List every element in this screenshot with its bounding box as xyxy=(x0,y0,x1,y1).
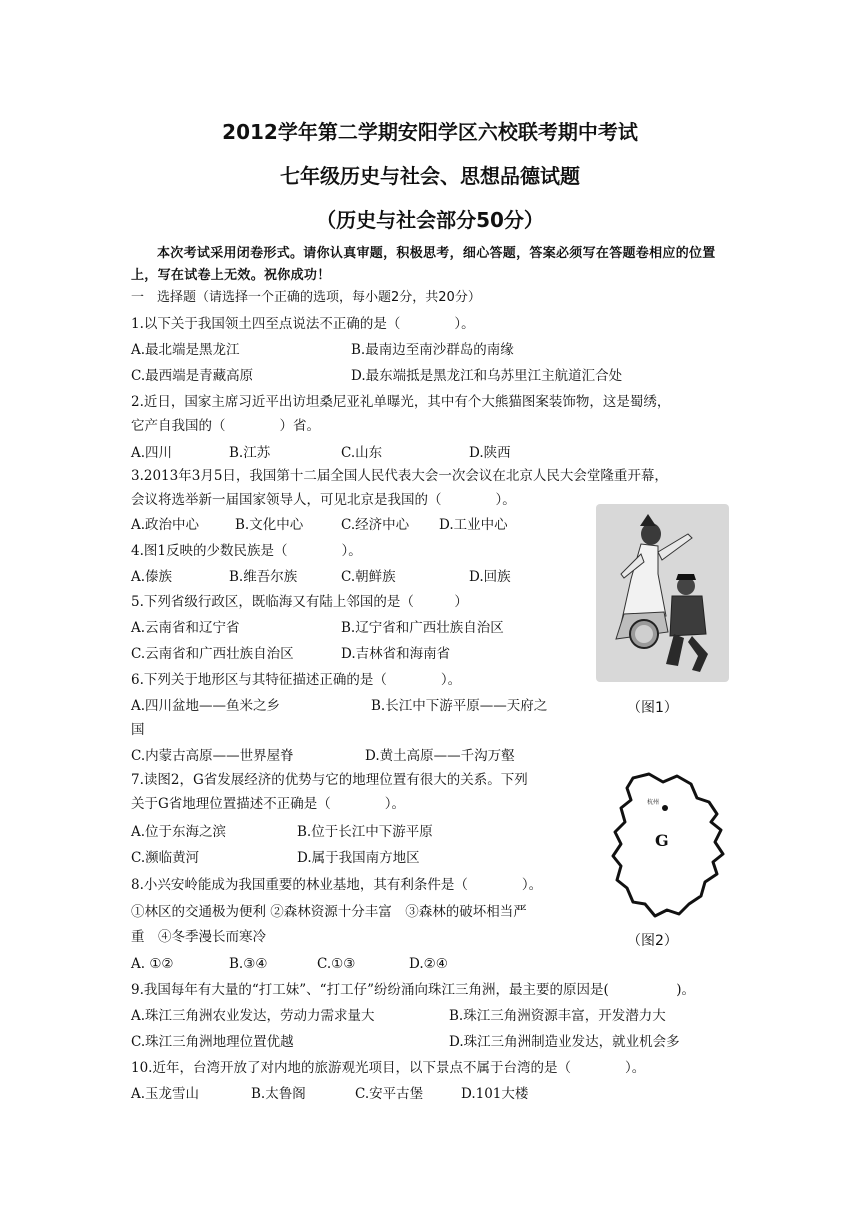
question-6-option-b: B.长江中下游平原——天府之 xyxy=(371,698,548,714)
question-6-stem: 6.下列关于地形区与其特征描述正确的是（ ）。 xyxy=(131,672,462,688)
question-5-option-b: B.辽宁省和广西壮族自治区 xyxy=(341,620,504,636)
figure-1-caption: （图1） xyxy=(627,700,678,716)
question-10-option-b: B.太鲁阁 xyxy=(251,1086,306,1102)
question-4-option-a: A.傣族 xyxy=(131,569,173,585)
question-3-option-d: D.工业中心 xyxy=(439,517,508,533)
question-8-option-b: B.③④ xyxy=(229,956,268,972)
question-2-stem-line2: 它产自我国的（ ）省。 xyxy=(131,418,320,434)
question-7-stem-line1: 7.读图2，G省发展经济的优势与它的地理位置有很大的关系。下列 xyxy=(131,772,528,788)
question-4-option-b: B.维吾尔族 xyxy=(229,569,298,585)
question-6-option-c: C.内蒙古高原——世界屋脊 xyxy=(131,748,294,764)
question-4-option-c: C.朝鲜族 xyxy=(341,569,396,585)
question-9-option-d: D.珠江三角洲制造业发达，就业机会多 xyxy=(449,1034,680,1050)
question-5-option-a: A.云南省和辽宁省 xyxy=(131,620,240,636)
question-1-option-c: C.最西端是青藏高原 xyxy=(131,368,254,384)
question-9-stem: 9.我国每年有大量的“打工妹”、“打工仔”纷纷涌向珠江三角洲，最主要的原因是( )。 xyxy=(131,982,696,998)
question-9-option-c: C.珠江三角洲地理位置优越 xyxy=(131,1034,294,1050)
question-5-stem: 5.下列省级行政区，既临海又有陆上邻国的是（ ） xyxy=(131,594,468,610)
question-5-option-c: C.云南省和广西壮族自治区 xyxy=(131,646,294,662)
question-7-option-b: B.位于长江中下游平原 xyxy=(297,824,433,840)
figure-1-dancers-image xyxy=(596,504,729,682)
dancers-illustration xyxy=(596,504,729,682)
question-1-option-d: D.最东端抵是黑龙江和乌苏里江主航道汇合处 xyxy=(351,368,623,384)
province-outline-map xyxy=(605,764,735,924)
exam-subtitle: 七年级历史与社会、思想品德试题 xyxy=(280,164,580,188)
question-8-option-c: C.①③ xyxy=(317,956,356,972)
question-7-option-d: D.属于我国南方地区 xyxy=(297,850,420,866)
question-10-option-a: A.玉龙雪山 xyxy=(131,1086,200,1102)
exam-title: 2012学年第二学期安阳学区六校联考期中考试 xyxy=(222,120,638,144)
question-7-stem-line2: 关于G省地理位置描述不正确是（ ）。 xyxy=(131,796,406,812)
question-6-option-a: A.四川盆地——鱼米之乡 xyxy=(131,698,281,714)
question-2-stem-line1: 2.近日，国家主席习近平出访坦桑尼亚礼单曝光，其中有个大熊猫图案装饰物，这是蜀绣， xyxy=(131,394,671,410)
figure-2-province-map xyxy=(605,764,735,924)
question-2-option-d: D.陕西 xyxy=(469,445,511,461)
question-4-option-d: D.回族 xyxy=(469,569,511,585)
question-8-items-line1: ①林区的交通极为便利 ②森林资源十分丰富 ③森林的破坏相当严 xyxy=(131,904,527,920)
exam-part-label: （历史与社会部分50分） xyxy=(316,208,544,232)
question-3-option-a: A.政治中心 xyxy=(131,517,200,533)
question-9-option-b: B.珠江三角洲资源丰富，开发潜力大 xyxy=(449,1008,666,1024)
section-heading: 一 选择题（请选择一个正确的选项，每小题2分，共20分） xyxy=(131,290,481,305)
question-10-stem: 10.近年，台湾开放了对内地的旅游观光项目，以下景点不属于台湾的是（ ）。 xyxy=(131,1060,646,1076)
question-3-option-b: B.文化中心 xyxy=(235,517,304,533)
exam-instructions: 本次考试采用闭卷形式。请你认真审题，积极思考，细心答题，答案必须写在答题卷相应的位置上，写在试卷上无效。祝你成功！ xyxy=(131,246,716,283)
question-7-option-c: C.濒临黄河 xyxy=(131,850,200,866)
question-9-option-a: A.珠江三角洲农业发达，劳动力需求量大 xyxy=(131,1008,375,1024)
question-1-option-b: B.最南边至南沙群岛的南缘 xyxy=(351,342,514,358)
city-label: 杭州 xyxy=(647,799,660,806)
question-4-stem: 4.图1反映的少数民族是（ ）。 xyxy=(131,543,362,559)
question-2-option-c: C.山东 xyxy=(341,445,383,461)
question-6-option-d: D.黄土高原——千沟万壑 xyxy=(365,748,515,764)
question-1-option-a: A.最北端是黑龙江 xyxy=(131,342,240,358)
figure-2-caption: （图2） xyxy=(627,933,678,949)
province-letter-label: G xyxy=(655,831,669,850)
question-2-option-a: A.四川 xyxy=(131,445,173,461)
question-10-option-d: D.101大楼 xyxy=(461,1086,529,1102)
question-2-option-b: B.江苏 xyxy=(229,445,271,461)
question-1-stem: 1.以下关于我国领土四至点说法不正确的是（ ）。 xyxy=(131,316,475,332)
question-7-option-a: A.位于东海之滨 xyxy=(131,824,227,840)
question-8-stem: 8.小兴安岭能成为我国重要的林业基地，其有利条件是（ ）。 xyxy=(131,877,543,893)
question-3-stem-line1: 3.2013年3月5日，我国第十二届全国人民代表大会一次会议在北京人民大会堂隆重开幕， xyxy=(131,468,668,484)
question-8-option-a: A. ①② xyxy=(131,956,174,972)
question-8-option-d: D.②④ xyxy=(409,956,448,972)
question-8-items-line2: 重 ④冬季漫长而寒冷 xyxy=(131,929,266,945)
question-5-option-d: D.吉林省和海南省 xyxy=(341,646,451,662)
question-10-option-c: C.安平古堡 xyxy=(355,1086,424,1102)
question-6-option-b-continued: 国 xyxy=(131,722,145,738)
question-3-stem-line2: 会议将选举新一届国家领导人，可见北京是我国的（ ）。 xyxy=(131,492,516,508)
question-3-option-c: C.经济中心 xyxy=(341,517,410,533)
